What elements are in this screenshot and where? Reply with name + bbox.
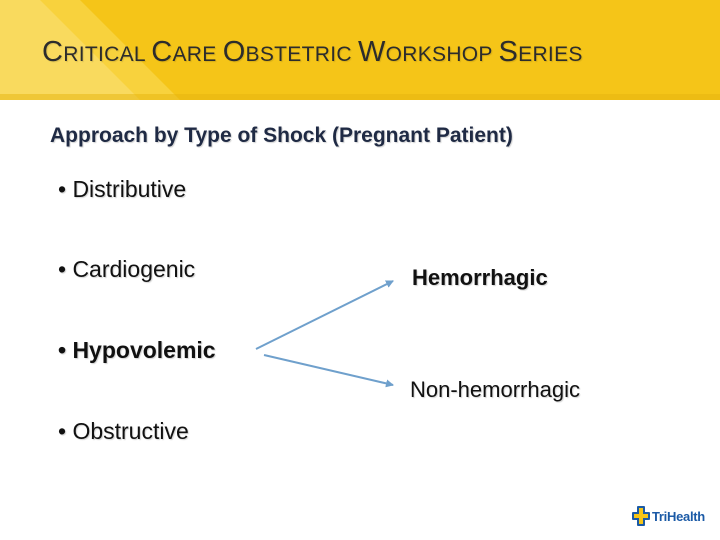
page-title: CRITICAL CARE OBSTETRIC WORKSHOP SERIES <box>42 36 583 68</box>
label-hemorrhagic: Hemorrhagic <box>412 265 548 290</box>
arrow-to-hemorrhagic <box>256 281 393 349</box>
bullet-distributive: • Distributive <box>58 176 187 202</box>
label-non-hemorrhagic: Non-hemorrhagic <box>410 377 580 402</box>
slide-subtitle: Approach by Type of Shock (Pregnant Patient) <box>50 124 513 147</box>
arrow-to-non-hemorrhagic <box>264 355 393 385</box>
trihealth-logo <box>632 506 712 528</box>
bullet-hypovolemic: • Hypovolemic <box>58 337 216 363</box>
trihealth-logo-text: TriHealth <box>652 509 705 524</box>
trihealth-logo-icon <box>632 506 650 526</box>
bullet-cardiogenic: • Cardiogenic <box>58 256 196 282</box>
bullet-obstructive: • Obstructive <box>58 418 189 444</box>
